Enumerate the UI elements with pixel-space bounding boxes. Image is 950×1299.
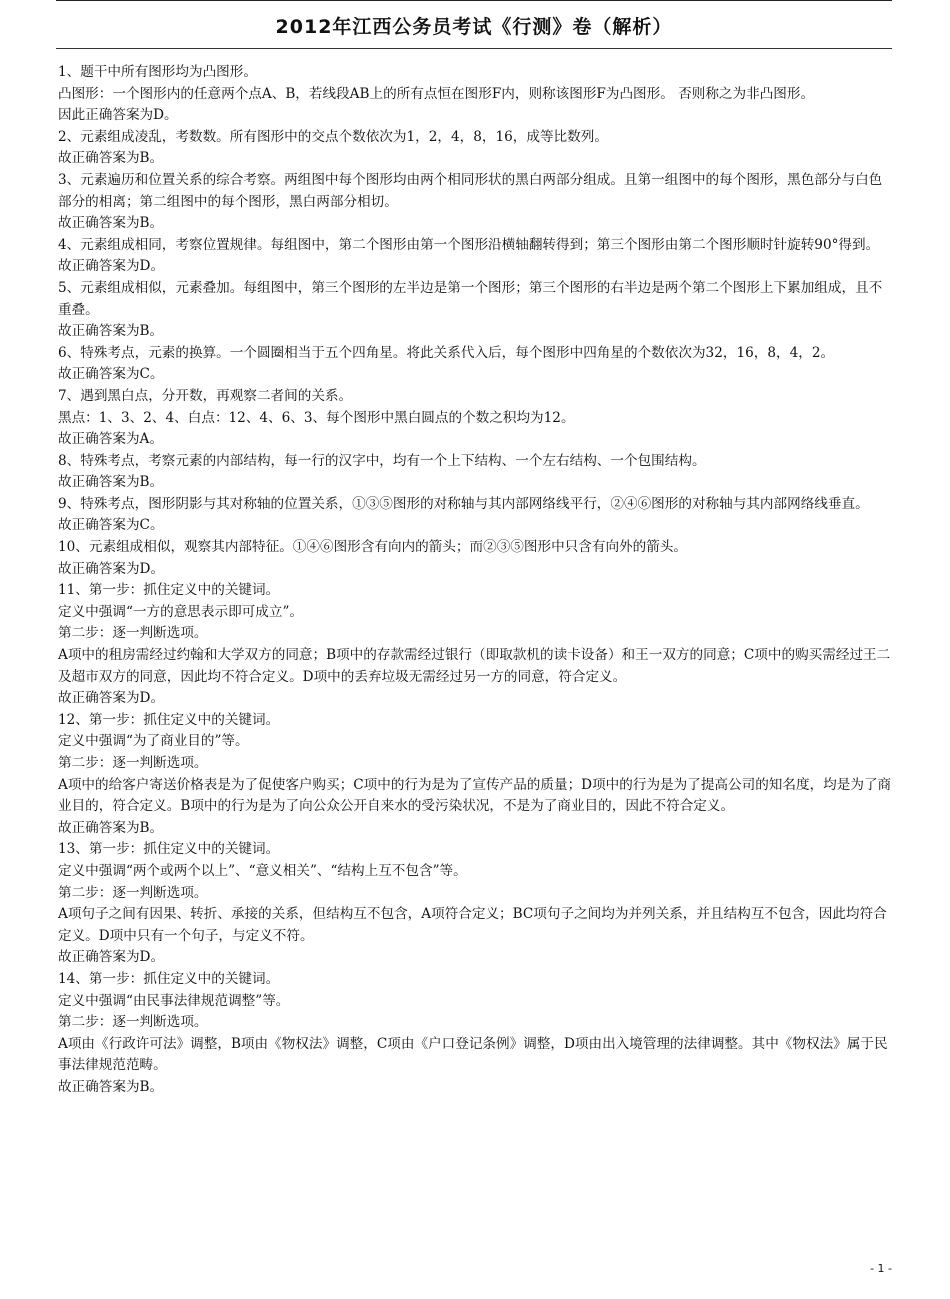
text-line: 故正确答案为D。 bbox=[58, 258, 165, 275]
text-line: 故正确答案为C。 bbox=[58, 366, 164, 383]
text-line: 凸图形：一个图形内的任意两个点A、B，若线段AB上的所有点恒在图形F内，则称该图形F为凸图形。 否则称之为非凸图形。 bbox=[58, 85, 815, 102]
text-line: 8、特殊考点，考察元素的内部结构，每一行的汉字中，均有一个上下结构、一个左右结构、一个包围结构。 bbox=[58, 452, 706, 469]
text-line: 11、第一步：抓住定义中的关键词。 bbox=[58, 582, 280, 599]
text-line: 因此正确答案为D。 bbox=[58, 107, 178, 124]
top-rule bbox=[56, 0, 892, 1]
text-line: 第二步：逐一判断选项。 bbox=[58, 1014, 208, 1031]
text-line: 故正确答案为B。 bbox=[58, 819, 164, 836]
text-line: 故正确答案为C。 bbox=[58, 517, 164, 534]
text-line: 故正确答案为B。 bbox=[58, 474, 164, 491]
text-line: 故正确答案为A。 bbox=[58, 431, 163, 448]
text-line: 故正确答案为B。 bbox=[58, 215, 164, 232]
text-line: 14、第一步：抓住定义中的关键词。 bbox=[58, 970, 280, 987]
text-line: 定义中强调“两个或两个以上”、“意义相关”、“结构上互不包含”等。 bbox=[58, 862, 467, 879]
text-line: 故正确答案为D。 bbox=[58, 690, 165, 707]
text-line: 6、特殊考点，元素的换算。一个圆圈相当于五个四角星。将此关系代入后，每个图形中四角星的个数依次为32，16，8，4，2。 bbox=[58, 344, 835, 361]
text-line: 故正确答案为D。 bbox=[58, 949, 165, 966]
text-line: 故正确答案为B。 bbox=[58, 150, 164, 167]
text-line: 故正确答案为B。 bbox=[58, 1078, 164, 1095]
text-line: 12、第一步：抓住定义中的关键词。 bbox=[58, 711, 280, 728]
text-line: 故正确答案为B。 bbox=[58, 323, 164, 340]
text-line: 7、遇到黑白点，分开数，再观察二者间的关系。 bbox=[58, 387, 353, 404]
text-line: 1、题干中所有图形均为凸图形。 bbox=[58, 64, 257, 80]
text-line: 定义中强调“由民事法律规范调整”等。 bbox=[58, 992, 290, 1009]
text-line: 13、第一步：抓住定义中的关键词。 bbox=[58, 841, 280, 858]
text-line: 2、元素组成凌乱，考数数。所有图形中的交点个数依次为1，2，4，8，16，成等比数列。 bbox=[58, 128, 608, 145]
text-line: A项中的给客户寄送价格表是为了促使客户购买；C项中的行为是为了宣传产品的质量；D项中的行为是为了提高公司的知名度，均是为了商业目的，符合定义。B项中的行为是为了向公众公开自来水的受污染状况，不是为了商业目的，因此不符合定义。 bbox=[58, 776, 892, 815]
text-line: 第二步：逐一判断选项。 bbox=[58, 625, 208, 642]
text-line: A项句子之间有因果、转折、承接的关系，但结构互不包含，A项符合定义；BC项句子之间均为并列关系，并且结构互不包含，因此均符合定义。D项中只有一个句子，与定义不符。 bbox=[58, 906, 887, 944]
text-line: 第二步：逐一判断选项。 bbox=[58, 884, 208, 901]
text-line: A项中的租房需经过约翰和大学双方的同意；B项中的存款需经过银行（即取款机的读卡设备）和王一双方的同意；C项中的购买需经过王二及超市双方的同意，因此均不符合定义。D项中的丢弃垃圾无需经过另一方的同意，符合定义。 bbox=[58, 647, 891, 685]
text-line: 定义中强调“一方的意思表示即可成立”。 bbox=[58, 603, 303, 620]
text-line: 定义中强调“为了商业目的”等。 bbox=[58, 733, 249, 750]
text-line: A项由《行政许可法》调整，B项由《物权法》调整，C项由《户口登记条例》调整，D项由出入境管理的法律调整。其中《物权法》属于民事法律规范范畴。 bbox=[58, 1035, 888, 1074]
title-block bbox=[56, 6, 892, 49]
text-line: 黑点：1、3、2、4、白点：12、4、6、3、每个图形中黑白圆点的个数之积均为12。 bbox=[58, 409, 575, 426]
text-line: 故正确答案为D。 bbox=[58, 560, 165, 577]
text-line: 3、元素遍历和位置关系的综合考察。两组图中每个图形均由两个相同形状的黑白两部分组成。且第一组图中的每个图形，黑色部分与白色部分的相离；第二组图中的每个图形，黑白两部分相切。 bbox=[58, 171, 883, 210]
text-line: 5、元素组成相似，元素叠加。每组图中，第三个图形的左半边是第一个图形；第三个图形的右半边是两个第二个图形上下累加组成，且不重叠。 bbox=[58, 279, 883, 318]
answer-explanations bbox=[58, 62, 894, 1099]
text-line: 4、元素组成相同，考察位置规律。每组图中，第二个图形由第一个图形沿横轴翻转得到；第三个图形由第二个图形顺时针旋转90°得到。 bbox=[58, 236, 880, 253]
text-line: 10、元素组成相似，观察其内部特征。①④⑥图形含有向内的箭头；而②③⑤图形中只含有向外的箭头。 bbox=[58, 539, 688, 556]
page-number: - 1 - bbox=[870, 1262, 892, 1275]
document-title: 2012年江西公务员考试《行测》卷（解析） bbox=[275, 16, 673, 38]
text-line: 第二步：逐一判断选项。 bbox=[58, 755, 208, 771]
text-line: 9、特殊考点，图形阴影与其对称轴的位置关系，①③⑤图形的对称轴与其内部网络线平行，②④⑥图形的对称轴与其内部网络线垂直。 bbox=[58, 495, 869, 512]
